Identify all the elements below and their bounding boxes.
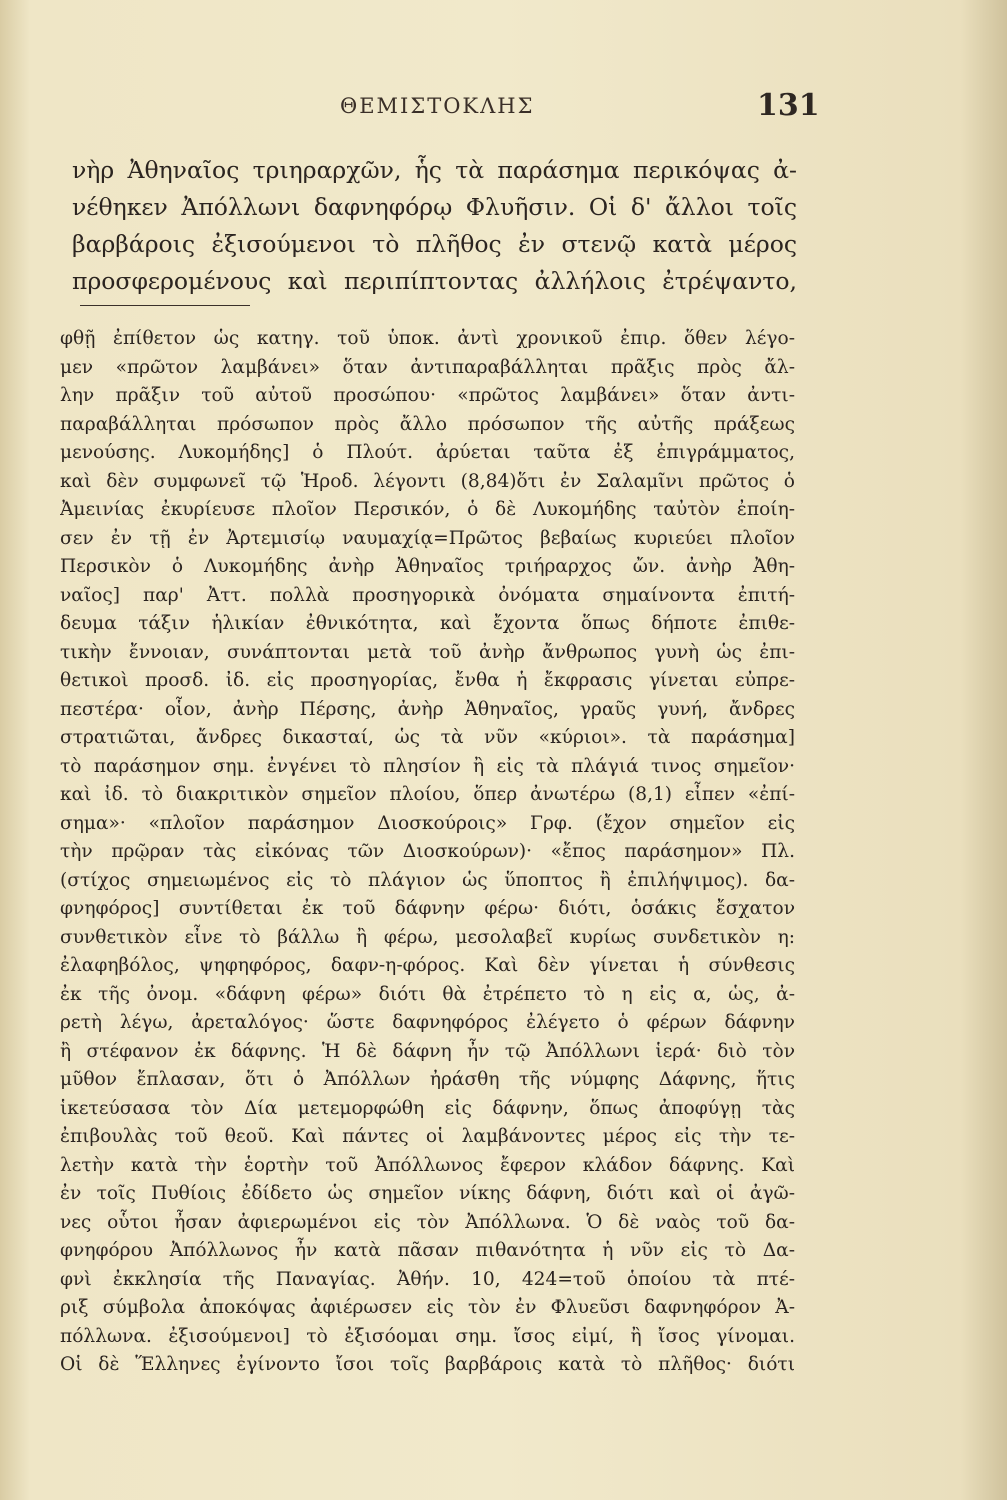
note-line: Περσικὸν ὁ Λυκομήδης ἀνὴρ Ἀθηναῖος τριήραρχος ὤν. ἀνὴρ Ἀθη- [60,556,795,577]
commentary-notes [60,325,795,1380]
note-line: σεν ἐν τῇ ἐν Ἀρτεμισίῳ ναυμαχίᾳ=Πρῶτος βεβαίως κυριεύει πλοῖον [60,527,795,549]
note-line: μῦθον ἔπλασαν, ὅτι ὁ Ἀπόλλων ἠράσθη τῆς νύμφης Δάφνης, ἥτις [60,1069,795,1090]
note-line: πόλλωνα. ἐξισούμενοι] τὸ ἐξισόομαι σημ. ἴσος εἰμί, ἢ ἴσος γίνομαι. [60,1325,795,1347]
note-line: παραβάλληται πρόσωπον πρὸς ἄλλο πρόσωπον τῆς αὐτῆς πράξεως [60,413,795,435]
page-number: 131 [757,88,820,123]
note-line: ριξ σύμβολα ἀποκόψας ἀφιέρωσεν εἰς τὸν ἐν Φλυεῦσι δαφνηφόρον Ἀ- [60,1297,795,1318]
note-line: πεστέρα· οἷον, ἀνὴρ Πέρσης, ἀνὴρ Ἀθηναῖος, γραῦς γυνή, ἄνδρες [60,698,795,720]
note-line: τὴν πρῷραν τὰς εἰκόνας τῶν Διοσκούρων)· «ἔπος παράσημον» Πλ. [60,841,795,862]
note-line: ἐπιβουλὰς τοῦ θεοῦ. Καὶ πάντες οἱ λαμβάνοντες μέρος εἰς τὴν τε- [60,1126,795,1147]
running-head [0,88,1007,132]
note-line: συνθετικὸν εἶνε τὸ βάλλω ἢ φέρω, μεσολαβεῖ κυρίως συνδετικὸν η: [60,926,795,948]
note-line: φνηφόρου Ἀπόλλωνος ἦν κατὰ πᾶσαν πιθανότητα ἡ νῦν εἰς τὸ Δα- [60,1240,795,1261]
note-line: Ἀμεινίας ἐκυρίευσε πλοῖον Περσικόν, ὁ δὲ Λυκομήδης ταὐτὸν ἐποίη- [60,499,795,520]
note-line: ρετὴ λέγω, ἀρεταλόγος· ὥστε δαφνηφόρος ἐλέγετο ὁ φέρων δάφνην [60,1012,795,1033]
main-text-line: προσφερομένους καὶ περιπίπτοντας ἀλλήλοις ἐτρέψαντο, [72,267,797,295]
note-line: σημα»· «πλοῖον παράσημον Διοσκούροις» Γρφ. (ἔχον σημεῖον εἰς [60,812,795,834]
note-line: ἢ στέφανον ἐκ δάφνης. Ἡ δὲ δάφνη ἦν τῷ Ἀπόλλωνι ἱερά· διὸ τὸν [60,1040,795,1062]
note-line: ἐν τοῖς Πυθίοις ἐδίδετο ὡς σημεῖον νίκης δάφνη, διότι καὶ οἱ ἀγῶ- [60,1183,795,1204]
note-line: φθῇ ἐπίθετον ὡς κατηγ. τοῦ ὑποκ. ἀντὶ χρονικοῦ ἐπιρ. ὅθεν λέγο- [60,328,795,349]
note-line: φνὶ ἐκκλησία τῆς Παναγίας. Ἀθήν. 10, 424=τοῦ ὁποίου τὰ πτέ- [60,1268,795,1290]
main-text-line: νέθηκεν Ἀπόλλωνι δαφνηφόρῳ Φλυῆσιν. Οἱ δ' ἄλλοι τοῖς [72,193,797,221]
note-line: καὶ ἰδ. τὸ διακριτικὸν σημεῖον πλοίου, ὅπερ ἀνωτέρω (8,1) εἶπεν «ἐπί- [60,784,795,805]
footnote-divider [80,305,250,306]
note-line: νες οὗτοι ἦσαν ἀφιερωμένοι εἰς τὸν Ἀπόλλωνα. Ὁ δὲ ναὸς τοῦ δα- [60,1211,795,1233]
note-line: στρατιῶται, ἄνδρες δικασταί, ὡς τὰ νῦν «κύριοι». τὰ παράσημα] [60,727,795,748]
note-line: ναῖος] παρ' Ἀττ. πολλὰ προσηγορικὰ ὀνόματα σημαίνοντα ἐπιτή- [60,584,795,606]
note-line: ἱκετεύσασα τὸν Δία μετεμορφώθη εἰς δάφνην, ὅπως ἀποφύγῃ τὰς [60,1097,795,1119]
note-line: τικὴν ἔννοιαν, συνάπτονται μετὰ τοῦ ἀνὴρ ἄνθρωπος γυνὴ ὡς ἐπι- [60,641,795,663]
note-line: λην πρᾶξιν τοῦ αὐτοῦ προσώπου· «πρῶτος λαμβάνει» ὅταν ἀντι- [60,385,795,406]
note-line: θετικοὶ προσδ. ἰδ. εἰς προσηγορίας, ἔνθα ἡ ἔκφρασις γίνεται εὐπρε- [60,670,795,691]
note-line: (στίχος σημειωμένος εἰς τὸ πλάγιον ὡς ὕποπτος ἢ ἐπιλήψιμος). δα- [60,869,795,891]
note-line: λετὴν κατὰ τὴν ἑορτὴν τοῦ Ἀπόλλωνος ἔφερον κλάδον δάφνης. Καὶ [60,1154,795,1176]
note-line: Οἱ δὲ Ἕλληνες ἐγίνοντο ἴσοι τοῖς βαρβάροις κατὰ τὸ πλῆθος· διότι [60,1354,795,1375]
note-line: τὸ παράσημον σημ. ἐνγένει τὸ πλησίον ἢ εἰς τὰ πλάγιά τινος σημεῖον· [60,755,795,777]
note-line: φνηφόρος] συντίθεται ἐκ τοῦ δάφνην φέρω· διότι, ὁσάκις ἔσχατον [60,898,795,919]
main-text-line: βαρβάροις ἐξισούμενοι τὸ πλῆθος ἐν στενῷ κατὰ μέρος [72,230,797,258]
note-line: ἐκ τῆς ὀνομ. «δάφνη φέρω» διότι θὰ ἐτρέπετο τὸ η εἰς α, ὡς, ἀ- [60,983,795,1005]
note-line: μενούσης. Λυκομήδης] ὁ Πλούτ. ἀρύεται ταῦτα ἐξ ἐπιγράμματος, [60,442,795,463]
page-title: ΘΕΜΙΣΤΟΚΛΗΣ [340,94,535,118]
main-text [72,152,797,300]
note-line: δευμα τάξιν ἡλικίαν ἐθνικότητα, καὶ ἔχοντα ὅπως δήποτε ἐπιθε- [60,613,795,634]
note-line: ἐλαφηβόλος, ψηφηφόρος, δαφν-η-φόρος. Καὶ δὲν γίνεται ἡ σύνθεσις [60,955,795,976]
note-line: καὶ δὲν συμφωνεῖ τῷ Ἡροδ. λέγοντι (8,84)ὅτι ἐν Σαλαμῖνι πρῶτος ὁ [60,470,795,492]
main-text-line: νὴρ Ἀθηναῖος τριηραρχῶν, ἧς τὰ παράσημα περικόψας ἀ- [72,156,797,184]
note-line: μεν «πρῶτον λαμβάνει» ὅταν ἀντιπαραβάλληται πρᾶξις πρὸς ἄλ- [60,356,795,378]
